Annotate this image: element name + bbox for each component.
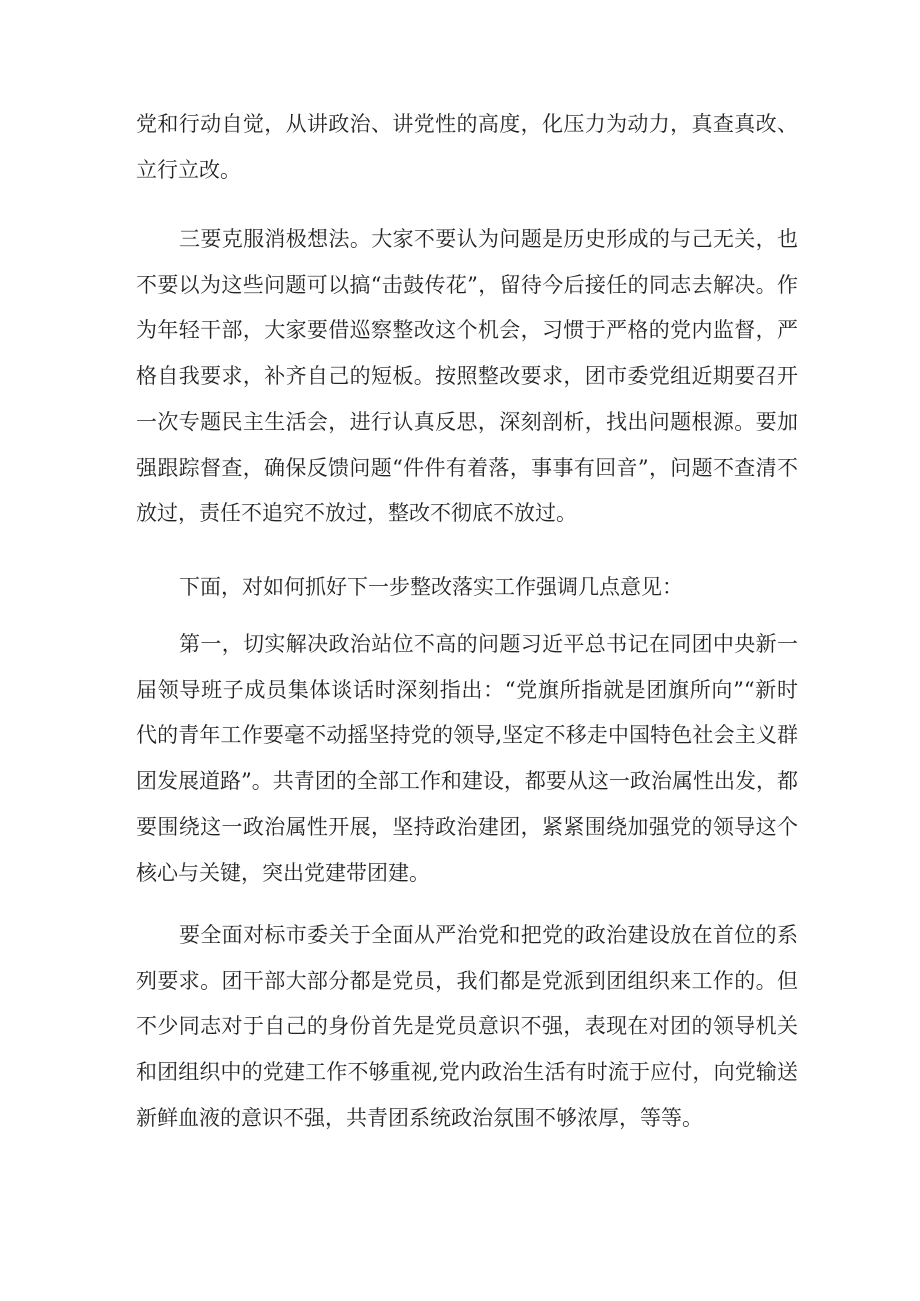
paragraph-first-point: 第一，切实解决政治站位不高的问题习近平总书记在同团中央新一届领导班子成员集体谈话时深刻指出：“党旗所指就是团旗所向”“新时代的青年工作要毫不动摇坚持党的领导,坚定不移走中国特色社会主义群团发展道路”。共青团的全部工作和建设，都要从这一政治属性出发，都要围绕这一政治属性开展，坚持政治建团，紧紧围绕加强党的领导这个核心与关键，突出党建带团建。 [136,632,798,885]
paragraph-overcome-negative-thinking: 三要克服消极想法。大家不要认为问题是历史形成的与己无关，也不要以为这些问题可以搞“击鼓传花”，留待今后接任的同志去解决。作为年轻干部，大家要借巡察整改这个机会，习惯于严格的党内监督，严格自我要求，补齐自己的短板。按照整改要求，团市委党组近期要召开一次专题民主生活会，进行认真反思，深刻剖析，找出问题根源。要加强跟踪督查，确保反馈问题“件件有着落，事事有回音”，问题不查清不放过，责任不追究不放过，整改不彻底不放过。 [136,227,798,526]
paragraph-continuation: 党和行动自觉，从讲政治、讲党性的高度，化压力为动力，真查真改、立行立改。 [136,112,798,182]
paragraph-comprehensive-benchmark: 要全面对标市委关于全面从严治党和把党的政治建设放在首位的系列要求。团干部大部分都是党员，我们都是党派到团组织来工作的。但不少同志对于自己的身份首先是党员意识不强，表现在对团的领导机关和团组织中的党建工作不够重视,党内政治生活有时流于应付，向党输送新鲜血液的意识不强，共青团系统政治氛围不够浓厚，等等。 [136,923,798,1130]
paragraph-opinions-intro: 下面，对如何抓好下一步整改落实工作强调几点意见： [179,575,683,599]
